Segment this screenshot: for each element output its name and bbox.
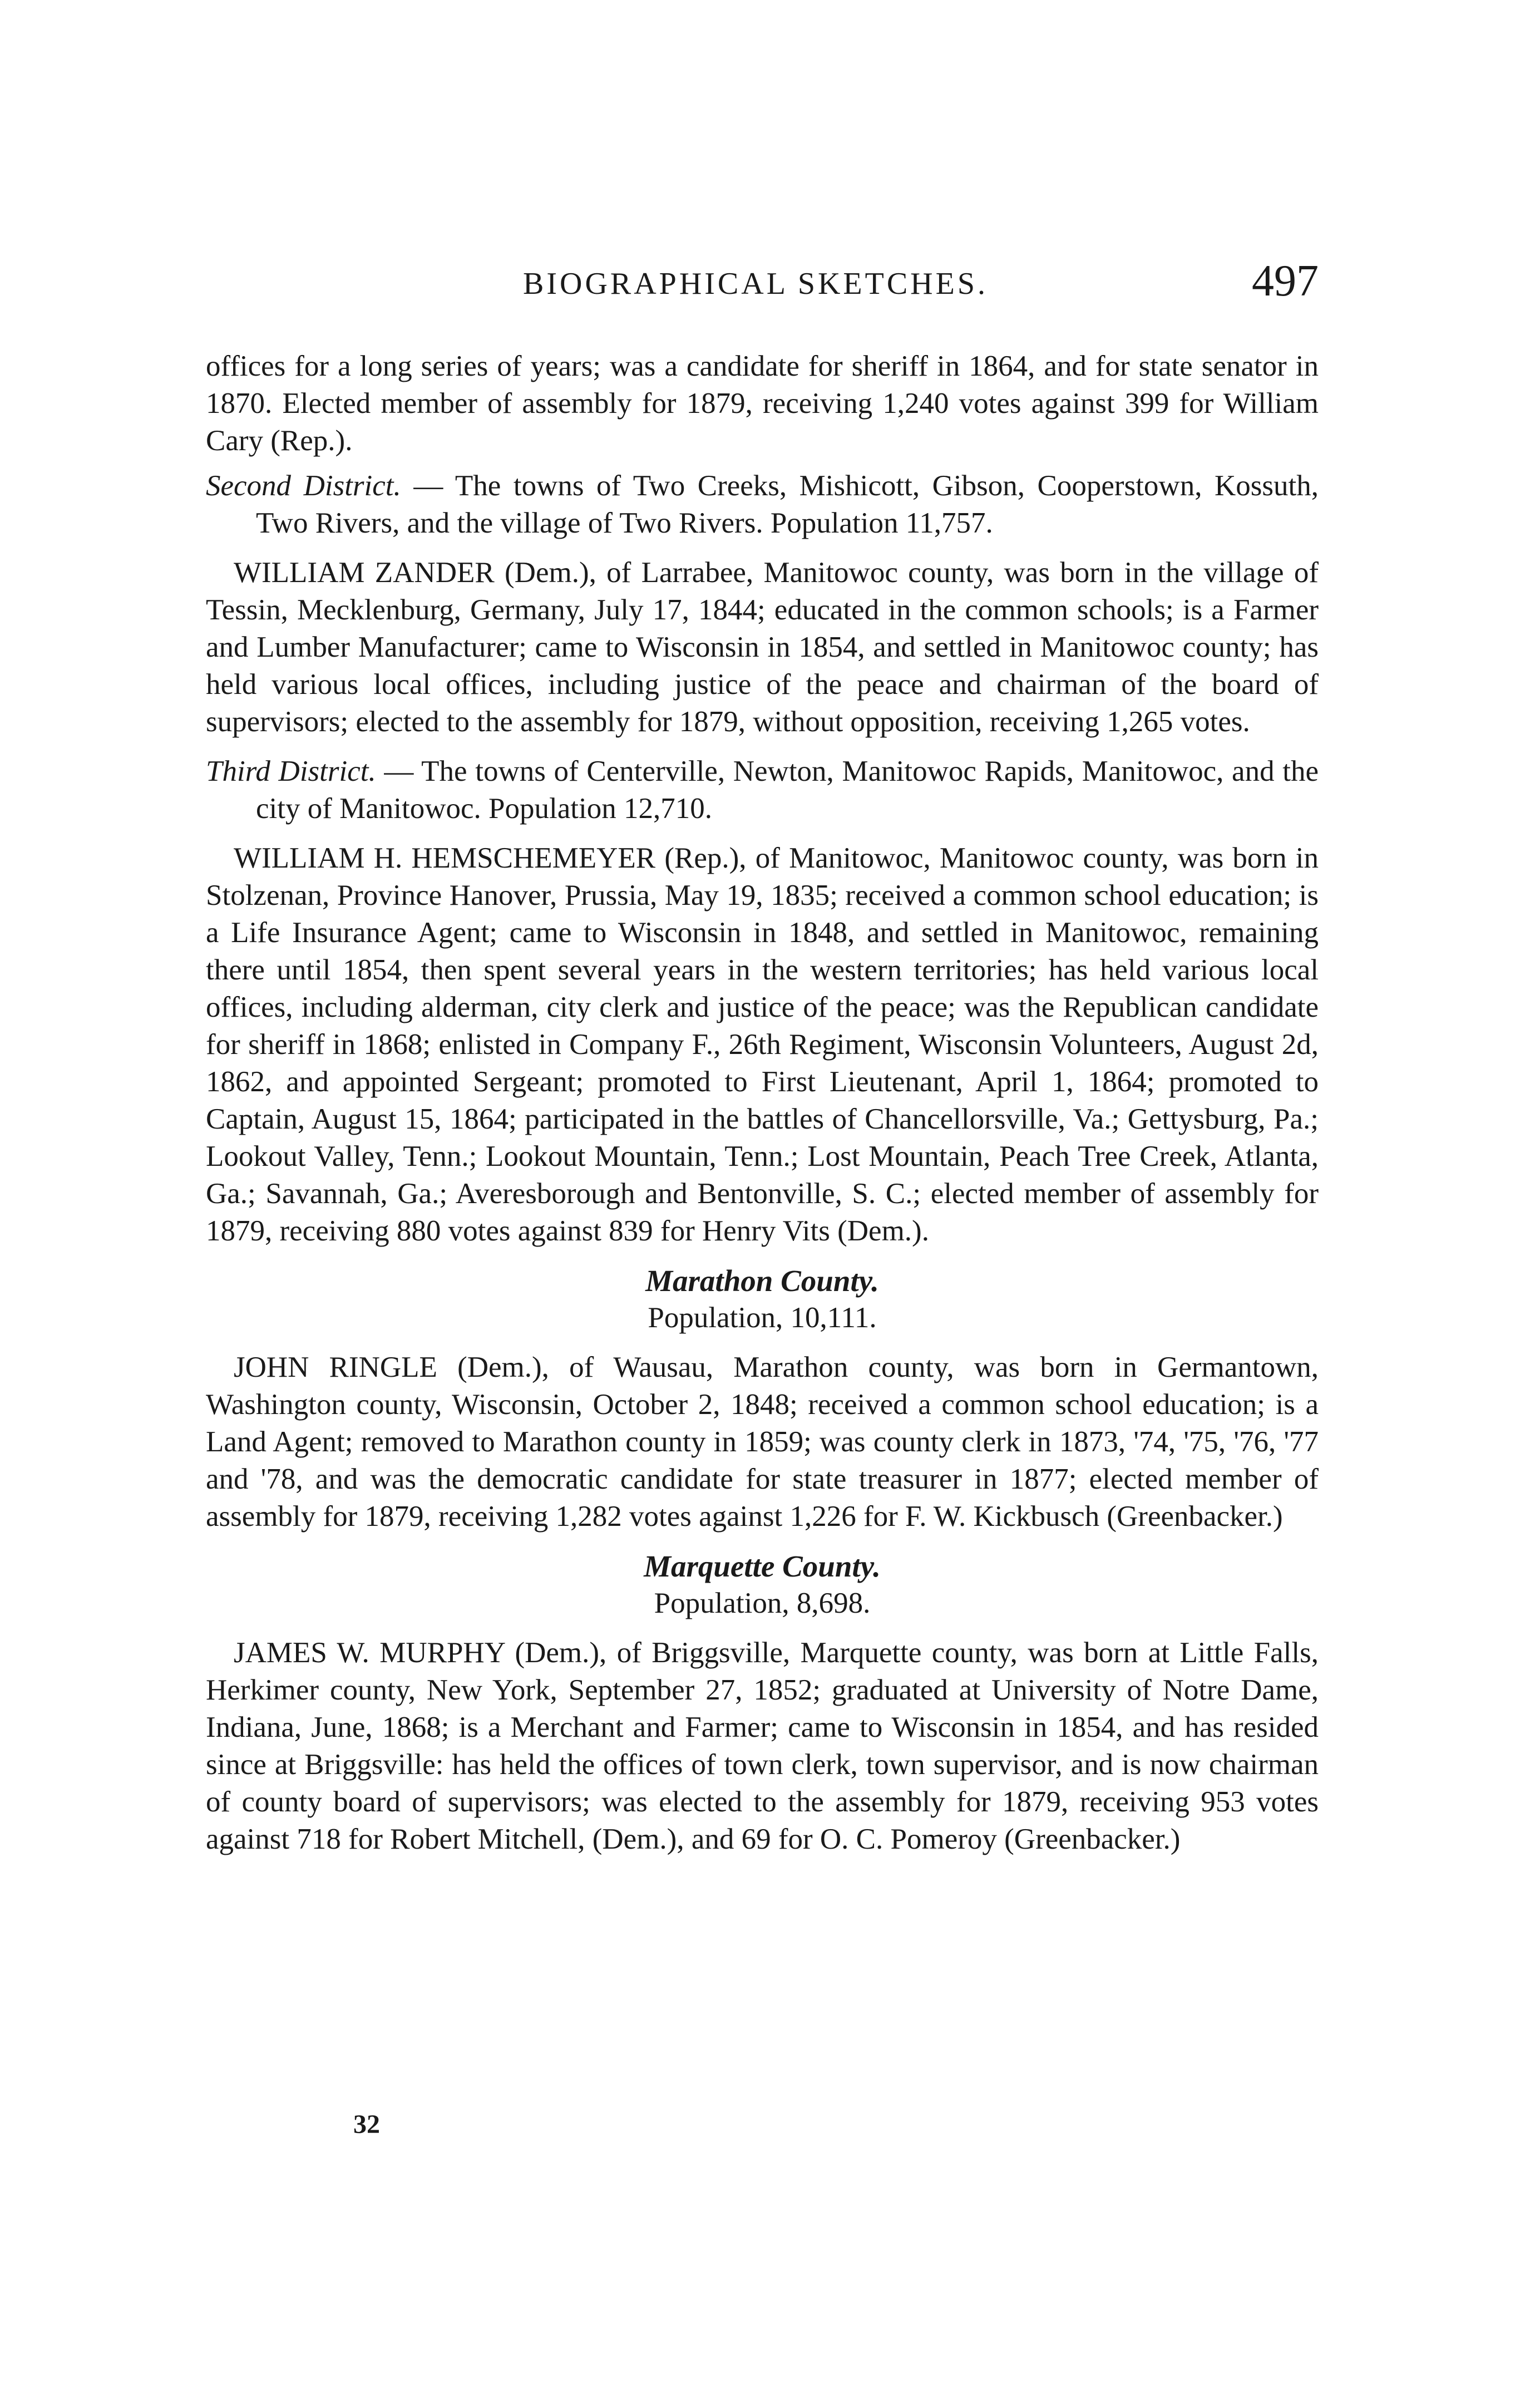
continued-paragraph: offices for a long series of years; was a candidate for sheriff in 1864, and for state senator in 1870. Elected member of assembly for 1879, receiving 1,240 votes against 399 for William Cary (Rep.). bbox=[206, 350, 1319, 457]
county-population-marathon: Population, 10,111. bbox=[648, 1302, 877, 1334]
district-label: Third District. bbox=[206, 755, 376, 787]
county-population-marquette: Population, 8,698. bbox=[654, 1587, 871, 1619]
signature-mark: 32 bbox=[353, 2110, 380, 2139]
third-district-heading bbox=[206, 753, 1319, 827]
district-label: Second District. bbox=[206, 470, 401, 502]
page-number: 497 bbox=[1252, 257, 1319, 306]
county-heading-marathon: Marathon County. bbox=[645, 1264, 879, 1298]
biography-ringle: JOHN RINGLE (Dem.), of Wausau, Marathon county, was born in Germantown, Washington county, Wisconsin, October 2, 1848; received a common school education; is a Land Agent; removed to Marathon county in 1859; was county clerk in 1873, '74, '75, '76, '77 and '78, and was the democratic candidate for state treasurer in 1877; elected member of assembly for 1879, receiving 1,282 votes against 1,226 for F. W. Kickbusch (Greenbacker.) bbox=[206, 1351, 1319, 1533]
district-text: — The towns of Centerville, Newton, Manitowoc Rapids, Manitowoc, and the city of Manitowoc. Population 12,710. bbox=[256, 755, 1319, 825]
district-text: — The towns of Two Creeks, Mishicott, Gibson, Cooperstown, Kossuth, Two Rivers, and the village of Two Rivers. Population 11,757. bbox=[256, 470, 1319, 539]
second-district-heading bbox=[206, 467, 1319, 542]
running-head: BIOGRAPHICAL SKETCHES. bbox=[523, 267, 988, 301]
page-header bbox=[206, 257, 1319, 316]
page-body bbox=[206, 348, 1319, 1870]
biography-murphy: JAMES W. MURPHY (Dem.), of Briggsville, Marquette county, was born at Little Falls, Herkimer county, New York, September 27, 1852; graduated at University of Notre Dame, Indiana, June, 1868; is a Merchant and Farmer; came to Wisconsin in 1854, and has resided since at Briggsville: has held the offices of town clerk, town supervisor, and is now chairman of county board of supervisors; was elected to the assembly for 1879, receiving 953 votes against 718 for Robert Mitchell, (Dem.), and 69 for O. C. Pomeroy (Greenbacker.) bbox=[206, 1637, 1319, 1855]
biography-hemschemeyer: WILLIAM H. HEMSCHEMEYER (Rep.), of Manitowoc, Manitowoc county, was born in Stolzenan, Province Hanover, Prussia, May 19, 1835; received a common school education; is a Life Insurance Agent; came to Wisconsin in 1848, and settled in Manitowoc, remaining there until 1854, then spent several years in the western territories; has held various local offices, including alderman, city clerk and justice of the peace; was the Republican candidate for sheriff in 1868; enlisted in Company F., 26th Regiment, Wisconsin Volunteers, August 2d, 1862, and appointed Sergeant; promoted to First Lieutenant, April 1, 1864; promoted to Captain, August 15, 1864; participated in the battles of Chancellorsville, Va.; Gettysburg, Pa.; Lookout Valley, Tenn.; Lookout Mountain, Tenn.; Lost Mountain, Peach Tree Creek, Atlanta, Ga.; Savannah, Ga.; Averesborough and Bentonville, S. C.; elected member of assembly for 1879, receiving 880 votes against 839 for Henry Vits (Dem.). bbox=[206, 842, 1319, 1247]
biography-zander: WILLIAM ZANDER (Dem.), of Larrabee, Manitowoc county, was born in the village of Tessin, Mecklenburg, Germany, July 17, 1844; educated in the common schools; is a Farmer and Lumber Manufacturer; came to Wisconsin in 1854, and settled in Manitowoc county; has held various local offices, including justice of the peace and chairman of the board of supervisors; elected to the assembly for 1879, without opposition, receiving 1,265 votes. bbox=[206, 556, 1319, 738]
county-heading-marquette: Marquette County. bbox=[644, 1549, 881, 1583]
